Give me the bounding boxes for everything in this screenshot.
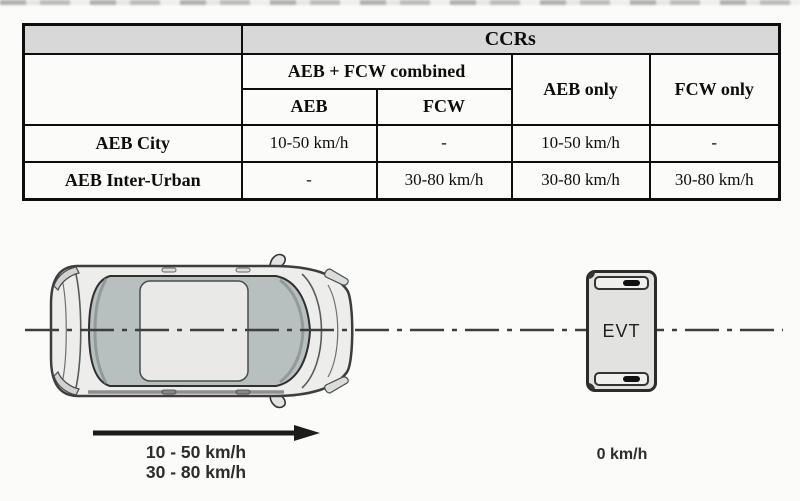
table-row [24,162,780,200]
table-corner-cell [24,25,242,54]
evt-label: EVT [602,320,641,341]
cell-value: - [650,125,780,162]
cell-value: - [377,125,512,162]
cell-value: 10-50 km/h [512,125,650,162]
evt-speed-annotation: 0 km/h [596,446,648,463]
evt-top-bumper [594,276,649,290]
vut-speed-interurban: 30 - 80 km/h [145,461,247,482]
evt-wheel-block [623,280,640,286]
cell-value: 10-50 km/h [242,125,377,162]
evt-bottom-bumper [594,372,649,386]
vut-car-illustration [44,252,356,410]
ccr-test-matrix-table [22,23,781,201]
table-row [24,125,780,162]
vut-speed-annotation [111,443,281,482]
cell-value: 30-80 km/h [650,162,780,200]
row-label-aeb-inter-urban: AEB Inter-Urban [24,162,242,200]
fcw-only-header-cell: FCW only [650,54,780,125]
cell-value: 30-80 km/h [512,162,650,200]
combined-header-cell: AEB + FCW combined [242,54,512,89]
empty-label-cell [24,54,242,125]
fcw-subheader-cell: FCW [377,89,512,125]
direction-arrow [90,422,322,444]
ccrs-header-cell: CCRs [242,25,780,54]
row-label-aeb-city: AEB City [24,125,242,162]
vut-speed-city: 10 - 50 km/h [145,442,247,462]
cell-value: 30-80 km/h [377,162,512,200]
scan-edge-artifact [0,0,800,5]
evt-wheel-block [623,376,640,382]
test-scenario-diagram [0,210,800,501]
evt-corner-mark [588,383,595,390]
evt-target [586,270,657,392]
aeb-subheader-cell: AEB [242,89,377,125]
cell-value: - [242,162,377,200]
aeb-only-header-cell: AEB only [512,54,650,125]
